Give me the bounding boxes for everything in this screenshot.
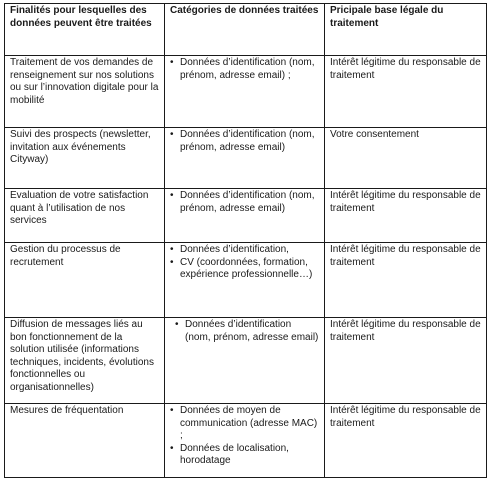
legal-basis-cell: Intérêt légitime du responsable de traitement <box>325 56 487 128</box>
legal-basis-cell: Votre consentement <box>325 128 487 189</box>
list-item: • CV (coordonnées, formation, expérience professionnelle…) <box>170 257 319 282</box>
data-categories-list <box>170 405 319 468</box>
list-item: • Données d’identification (nom, prénom, adresse email) <box>170 190 319 215</box>
list-item: • Données de localisation, horodatage <box>170 443 319 468</box>
list-item: • Données d’identification, <box>170 244 319 257</box>
table-row <box>5 318 487 404</box>
header-legal-basis: Pricipale base légale du traitement <box>325 4 487 56</box>
data-categories-cell <box>165 128 325 189</box>
data-categories-list <box>175 319 319 344</box>
data-categories-cell <box>165 243 325 318</box>
table-row <box>5 404 487 478</box>
list-item: • Données d’identification (nom, prénom, adresse email) <box>170 129 319 154</box>
table-row <box>5 128 487 189</box>
purpose-cell: Evaluation de votre satisfaction quant à l’utilisation de nos services <box>5 189 165 243</box>
table-row <box>5 56 487 128</box>
data-categories-list <box>170 190 319 215</box>
table-header-row <box>5 4 487 56</box>
purpose-cell: Diffusion de messages liés au bon fonctionnement de la solution utilisée (informations techniques, incidents, évolutions fonctionnelles ou organisationnelles) <box>5 318 165 404</box>
legal-basis-cell: Intérêt légitime du responsable de traitement <box>325 318 487 404</box>
header-purposes: Finalités pour lesquelles des données peuvent être traitées <box>5 4 165 56</box>
legal-basis-cell: Intérêt légitime du responsable de traitement <box>325 404 487 478</box>
data-categories-cell <box>165 189 325 243</box>
data-categories-cell <box>165 56 325 128</box>
data-categories-cell <box>165 318 325 404</box>
table-row <box>5 243 487 318</box>
purpose-cell: Mesures de fréquentation <box>5 404 165 478</box>
table-row <box>5 189 487 243</box>
list-item: • Données d’identification (nom, prénom, adresse email) <box>175 319 319 344</box>
header-data-categories: Catégories de données traitées <box>165 4 325 56</box>
purpose-cell: Gestion du processus de recrutement <box>5 243 165 318</box>
legal-basis-cell: Intérêt légitime du responsable de traitement <box>325 189 487 243</box>
list-item: • Données de moyen de communication (adresse MAC) ; <box>170 405 319 443</box>
data-categories-list <box>170 57 319 82</box>
list-item: • Données d’identification (nom, prénom, adresse email) ; <box>170 57 319 82</box>
data-categories-list <box>170 244 319 282</box>
data-categories-list <box>170 129 319 154</box>
data-categories-cell <box>165 404 325 478</box>
purpose-cell: Traitement de vos demandes de renseignement sur nos solutions ou sur l’innovation digitale pour la mobilité <box>5 56 165 128</box>
data-processing-table <box>4 3 487 478</box>
purpose-cell: Suivi des prospects (newsletter, invitation aux événements Cityway) <box>5 128 165 189</box>
legal-basis-cell: Intérêt légitime du responsable de traitement <box>325 243 487 318</box>
